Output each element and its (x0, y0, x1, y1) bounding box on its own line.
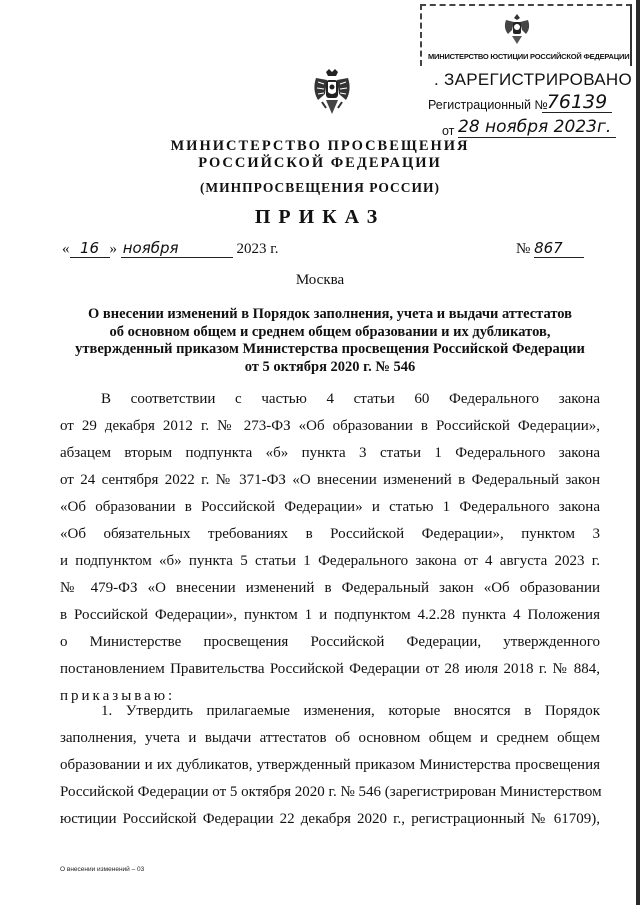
body-line: и подпунктом «б» пункта 5 статьи 1 Федерального закона от 4 августа 2023 г. (60, 553, 600, 569)
stamp-reg-label: Регистрационный № (428, 98, 548, 112)
ministry-short-name: (МИНПРОСВЕЩЕНИЯ РОССИИ) (199, 180, 441, 195)
order-city: Москва (295, 272, 345, 288)
stamp-date-value: 28 ноября 2023г. (458, 117, 616, 138)
state-emblem-icon (312, 68, 352, 120)
body-line: в Российской Федерации», пунктом 1 и подпунктом 4.2.28 пункта 4 Положения (60, 607, 600, 623)
body-line: № 479-ФЗ «О внесении изменений в Федеральный закон «Об образовании (60, 580, 600, 596)
body-line: от 29 декабря 2012 г. № 273-ФЗ «Об образовании в Российской Федерации», (60, 418, 600, 434)
subject-line: от 5 октября 2020 г. № 546 (244, 358, 416, 375)
stamp-ministry: МИНИСТЕРСТВО ЮСТИЦИИ РОССИЙСКОЙ ФЕДЕРАЦИИ (428, 52, 630, 61)
stamp-date-label: от (442, 124, 455, 138)
ministry-name-line2: РОССИЙСКОЙ ФЕДЕРАЦИИ (198, 155, 442, 171)
subject-line: утвержденный приказом Министерства просвещения Российской Федерации (75, 341, 585, 357)
order-number-label: № (516, 241, 531, 257)
body-line: о Министерстве просвещения Российской Федерации, утвержденного (60, 634, 600, 650)
date-close-quote: » (109, 241, 117, 257)
preamble-paragraph (60, 386, 600, 710)
registration-stamp (420, 4, 633, 144)
body-line: Российской Федерации от 5 октября 2020 г. № 546 (зарегистрирован Министерством (60, 784, 602, 800)
body-line: «Об образовании в Российской Федерации» и статью 1 Федерального закона (60, 499, 600, 515)
subject-line: О внесении изменений в Порядок заполнения, учета и выдачи аттестатов (87, 306, 572, 322)
order-year: 2023 г. (236, 241, 279, 257)
ministry-name-line1: МИНИСТЕРСТВО ПРОСВЕЩЕНИЯ (170, 138, 470, 154)
footer-note: О внесении изменений – 03 (60, 866, 145, 873)
scan-edge (636, 0, 640, 905)
stamp-reg-number: 76139 (542, 92, 612, 113)
body-line: постановлением Правительства Российской Федерации от 28 июля 2018 г. № 884, (60, 661, 600, 677)
body-line: 1. Утвердить прилагаемые изменения, которые вносятся в Порядок (101, 703, 600, 719)
order-number-value: 867 (534, 240, 584, 258)
order-date (62, 240, 278, 258)
body-line: юстиции Российской Федерации 22 декабря 2020 г., регистрационный № 61709), (60, 811, 600, 827)
document-type: ПРИКАЗ (254, 206, 386, 228)
order-day: 16 (70, 240, 110, 258)
body-line: абзацем вторым подпункта «б» пункта 3 статьи 1 Федерального закона (60, 445, 600, 461)
stamp-status-text: ЗАРЕГИСТРИРОВАНО (444, 70, 633, 89)
order-month: ноября (121, 240, 233, 258)
item-1-paragraph (60, 698, 600, 833)
date-open-quote: « (62, 241, 70, 257)
body-line: В соответствии с частью 4 статьи 60 Федерального закона (101, 391, 600, 407)
eagle-emblem-icon (500, 10, 534, 48)
subject-line: об основном общем и среднем общем образовании и их дубликатов, (109, 323, 551, 340)
order-subject (60, 306, 600, 376)
order-number (516, 240, 584, 258)
body-line: образовании и их дубликатов, утвержденный приказом Министерства просвещения (60, 757, 600, 773)
body-line: от 24 сентября 2022 г. № 371-ФЗ «О внесении изменений в Федеральный закон (60, 472, 600, 488)
body-line: «Об обязательных требованиях в Российской Федерации», пунктом 3 (60, 526, 600, 542)
stamp-status: . ЗАРЕГИСТРИРОВАНО (434, 70, 633, 89)
body-line: заполнения, учета и выдачи аттестатов об основном общем и среднем общем (60, 730, 600, 746)
order-directive: приказываю: (60, 688, 176, 704)
